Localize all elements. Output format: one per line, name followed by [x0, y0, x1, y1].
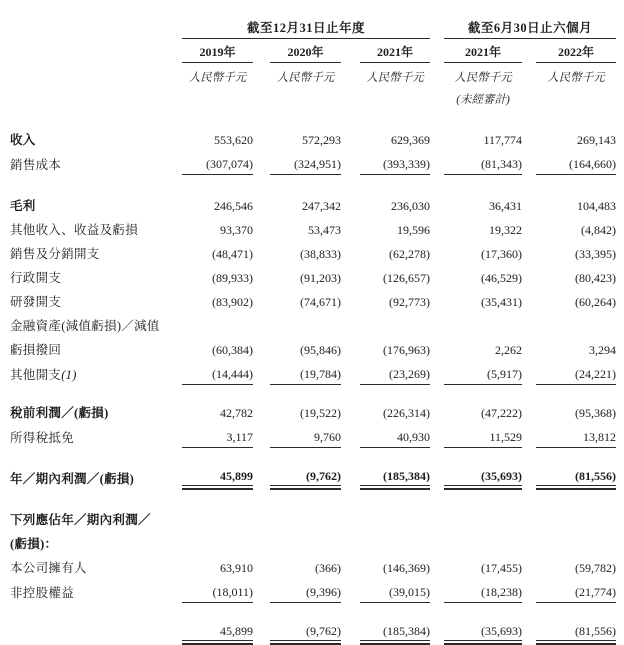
- cell: (14,444): [182, 360, 253, 385]
- cell: 40,930: [360, 423, 430, 448]
- year-header: 2021年: [444, 39, 522, 63]
- table-row-impairment-label: [10, 312, 616, 336]
- cell: (366): [315, 561, 341, 575]
- cell: (92,773): [389, 295, 431, 309]
- row-label: [10, 619, 182, 644]
- row-label: 稅前利潤／(虧損): [10, 406, 109, 420]
- cell: (39,015): [360, 578, 430, 603]
- cell: (62,278): [389, 247, 431, 261]
- row-label: 行政開支: [10, 271, 62, 285]
- cell: 553,620: [214, 133, 253, 147]
- header-years: [10, 39, 616, 63]
- header-unaudited: [10, 87, 616, 109]
- year-header: 2019年: [182, 39, 253, 63]
- header-units: [10, 63, 616, 88]
- row-label: 虧損撥回: [10, 343, 62, 357]
- table-row-admin-expenses: [10, 264, 616, 288]
- table-row-cost-of-sales: [10, 150, 616, 175]
- row-label: 金融資產(減值虧損)／減值: [10, 319, 160, 333]
- cell: 45,899: [182, 619, 253, 644]
- row-label: 研發開支: [10, 295, 62, 309]
- unit-label: 人民幣千元: [547, 72, 605, 84]
- header-period-groups: [10, 12, 616, 39]
- cell: (324,951): [270, 150, 341, 175]
- cell: (146,369): [383, 561, 431, 575]
- table-row-profit-for-year: [10, 464, 616, 489]
- cell: (47,222): [481, 406, 523, 420]
- cell: (46,529): [481, 271, 523, 285]
- table-row-rd-expenses: [10, 288, 616, 312]
- cell: 2,262: [495, 343, 523, 357]
- cell: (18,011): [182, 578, 253, 603]
- cell: 19,322: [489, 223, 523, 237]
- cell: 11,529: [444, 423, 522, 448]
- cell: (24,221): [536, 360, 616, 385]
- table-row-income-tax-credit: [10, 423, 616, 448]
- table-row-total: [10, 619, 616, 644]
- cell: (9,396): [270, 578, 341, 603]
- cell: (95,368): [575, 406, 617, 420]
- cell: (5,917): [444, 360, 522, 385]
- cell: 93,370: [220, 223, 253, 237]
- cell: 36,431: [489, 199, 523, 213]
- cell: (23,269): [360, 360, 430, 385]
- table-row-gross-profit: [10, 192, 616, 216]
- cell: (33,395): [575, 247, 617, 261]
- cell: (38,833): [300, 247, 341, 261]
- cell: (89,933): [212, 271, 253, 285]
- cell: (9,762): [270, 464, 341, 489]
- cell: (17,455): [481, 561, 523, 575]
- cell: 269,143: [577, 133, 617, 147]
- row-label: 年／期內利潤／(虧損): [10, 472, 135, 486]
- cell: (59,782): [575, 561, 617, 575]
- table-row-selling-expenses: [10, 240, 616, 264]
- cell: 117,774: [483, 133, 523, 147]
- year-header: 2020年: [270, 39, 341, 63]
- cell: (164,660): [536, 150, 616, 175]
- cell: (35,693): [444, 464, 522, 489]
- row-label: 銷售及分銷開支: [10, 247, 100, 261]
- cell: (60,264): [575, 295, 617, 309]
- cell: (307,074): [182, 150, 253, 175]
- year-header: 2021年: [360, 39, 430, 63]
- table-row-other-income: [10, 216, 616, 240]
- cell: 3,117: [182, 423, 253, 448]
- cell: (21,774): [536, 578, 616, 603]
- cell: 3,294: [589, 343, 617, 357]
- cell: (19,784): [270, 360, 341, 385]
- cell: (19,522): [300, 406, 341, 420]
- cell: 104,483: [577, 199, 617, 213]
- cell: (74,671): [300, 295, 341, 309]
- cell: (185,384): [360, 619, 430, 644]
- cell: 63,910: [220, 561, 253, 575]
- row-label: 其他收入、收益及虧損: [10, 223, 139, 237]
- cell: (4,842): [581, 223, 617, 237]
- table-row-non-controlling-interests: [10, 578, 616, 603]
- cell: (80,423): [575, 271, 617, 285]
- cell: (83,902): [212, 295, 253, 309]
- financial-statements-page: [0, 12, 624, 638]
- cell: (226,314): [383, 406, 431, 420]
- row-label: 下列應佔年／期內利潤／: [10, 513, 151, 527]
- cell: (81,556): [536, 464, 616, 489]
- cell: 247,342: [302, 199, 341, 213]
- table-row-attributable-label2: [10, 530, 616, 554]
- cell: (176,963): [383, 343, 431, 357]
- cell: 629,369: [391, 133, 431, 147]
- cell: (35,431): [481, 295, 523, 309]
- cell: 246,546: [214, 199, 253, 213]
- cell: (48,471): [212, 247, 253, 261]
- cell: 236,030: [391, 199, 431, 213]
- period-group-interim: 截至6月30日止六個月: [444, 12, 616, 39]
- cell: (60,384): [212, 343, 253, 357]
- cell: 572,293: [302, 133, 341, 147]
- cell: (9,762): [270, 619, 341, 644]
- cell: (81,343): [444, 150, 522, 175]
- period-group-annual: 截至12月31日止年度: [182, 12, 430, 39]
- unit-label: 人民幣千元: [276, 72, 335, 84]
- cell: 19,596: [397, 223, 431, 237]
- cell: (17,360): [481, 247, 523, 261]
- cell: (81,556): [536, 619, 616, 644]
- unit-label: 人民幣千元: [188, 72, 247, 84]
- unit-label: 人民幣千元: [454, 72, 512, 84]
- row-label: [10, 360, 182, 385]
- row-label: (虧損)：: [10, 537, 58, 551]
- row-label: 所得稅抵免: [10, 430, 75, 445]
- cell: 9,760: [270, 423, 341, 448]
- table-row-owners-of-company: [10, 554, 616, 578]
- table-row-revenue: [10, 126, 616, 150]
- table-row-attributable-label: [10, 506, 616, 530]
- cell: 45,899: [182, 464, 253, 489]
- cell: 13,812: [536, 423, 616, 448]
- cell: (393,339): [360, 150, 430, 175]
- cell: (35,693): [444, 619, 522, 644]
- income-statement-table: [10, 12, 616, 645]
- table-row-other-expenses: [10, 360, 616, 385]
- cell: 53,473: [308, 223, 341, 237]
- row-label: 毛利: [10, 199, 36, 213]
- row-label: 本公司擁有人: [10, 561, 87, 575]
- row-label: 收入: [10, 133, 36, 147]
- row-label-text: 其他開支: [10, 367, 62, 382]
- table-row-profit-before-tax: [10, 399, 616, 423]
- footnote-ref: (1): [61, 367, 77, 382]
- row-label: 非控股權益: [10, 585, 75, 600]
- cell: (185,384): [360, 464, 430, 489]
- table-row-impairment-values: [10, 336, 616, 360]
- cell: (18,238): [444, 578, 522, 603]
- year-header: 2022年: [536, 39, 616, 63]
- cell: (95,846): [300, 343, 341, 357]
- unit-label: 人民幣千元: [366, 72, 424, 84]
- cell: (91,203): [300, 271, 341, 285]
- row-label: 銷售成本: [10, 157, 62, 172]
- unaudited-note: (未經審計): [456, 94, 510, 106]
- cell: (126,657): [383, 271, 431, 285]
- cell: 42,782: [220, 406, 253, 420]
